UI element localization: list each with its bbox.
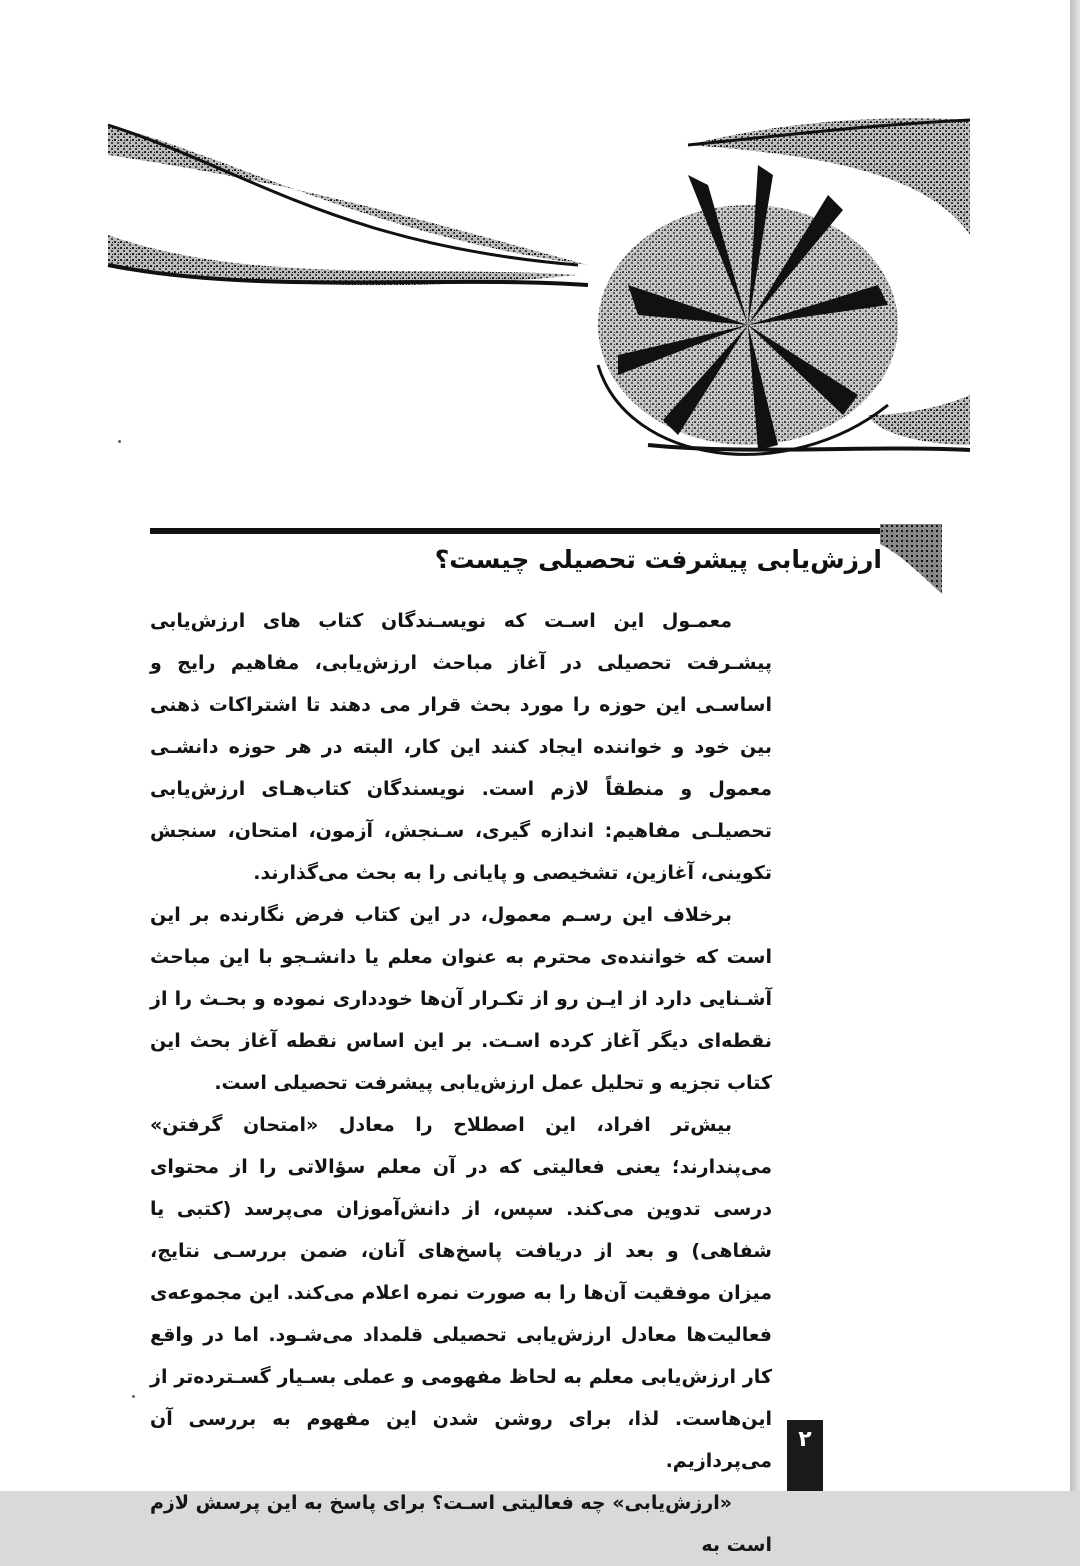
paragraph: بیش‌تر افراد، این اصطلاح را معادل «امتحان گرفتن» می‌پندارند؛ یعنی فعالیتی که در آن معلم سؤالاتی را از محتوای درسی تدوین می‌کند. سپس، از دانش‌آموزان می‌پرسد (کتبی یا شفاهی) و بعد از دریافت پاسخ‌های آنان، ضمن بررسـی نتایج، میزان موفقیت آن‌ها را به صورت نمره اعلام می‌کند. این مجموعه‌ی فعالیت‌ها معادل ارزش‌یابی تحصیلی قلمداد می‌شـود. اما در واقع کار ارزش‌یابی معلم به لحاظ مفهومی و عملی بسـیار گسـترده‌تر از این‌هاست. لذا، برای روشن شدن این مفهوم به بررسی آن می‌پردازیم. bbox=[150, 1114, 772, 1472]
page-number: ۲ bbox=[787, 1420, 823, 1491]
heading-rule bbox=[150, 528, 940, 534]
page-edge-shadow bbox=[1070, 0, 1080, 1491]
header-illustration bbox=[108, 115, 970, 470]
paragraph: برخلاف این رسـم معمول، در این کتاب فرض نگارنده بر این است که خواننده‌ی محترم به عنوان معلم یا دانشـجو با این مباحث آشـنایی دارد از ایـن رو از تکـرار آن‌ها خودداری نموده و بحـث را از نقطه‌ای دیگر آغاز کرده اسـت. بر این اساس نقطه آغاز بحث این کتاب تجزیه و تحلیل عمل ارزش‌یابی پیشرفت تحصیلی است. bbox=[150, 904, 772, 1094]
section-heading: ارزش‌یابی پیشرفت تحصیلی چیست؟ bbox=[434, 545, 882, 574]
heading-ornament bbox=[880, 524, 942, 594]
paragraph: «ارزش‌یابی» چه فعالیتی اسـت؟ برای پاسخ به این پرسش لازم است به bbox=[150, 1492, 772, 1556]
scan-speck bbox=[118, 440, 121, 443]
paragraph: معمـول این اسـت که نویسـندگان کتاب های ارزش‌یابی پیشـرفت تحصیلی در آغاز مباحث ارزش‌یابی، مفاهیم رایج و اساسـی این حوزه را مورد بحث قرار می دهند تا اشتراکات ذهنی بین خود و خواننده ایجاد کنند این کار، البته در هر حوزه دانشـی معمول و منطقاً لازم است. نویسندگان کتاب‌هـای ارزش‌یابی تحصیلـی مفاهیم: اندازه گیری، سـنجش، آزمون، امتحان، سنجش تکوینی، آغازین، تشخیصی و پایانی را به بحث می‌گذارند. bbox=[150, 610, 772, 884]
scan-speck bbox=[132, 1395, 135, 1398]
body-text bbox=[150, 600, 772, 1566]
